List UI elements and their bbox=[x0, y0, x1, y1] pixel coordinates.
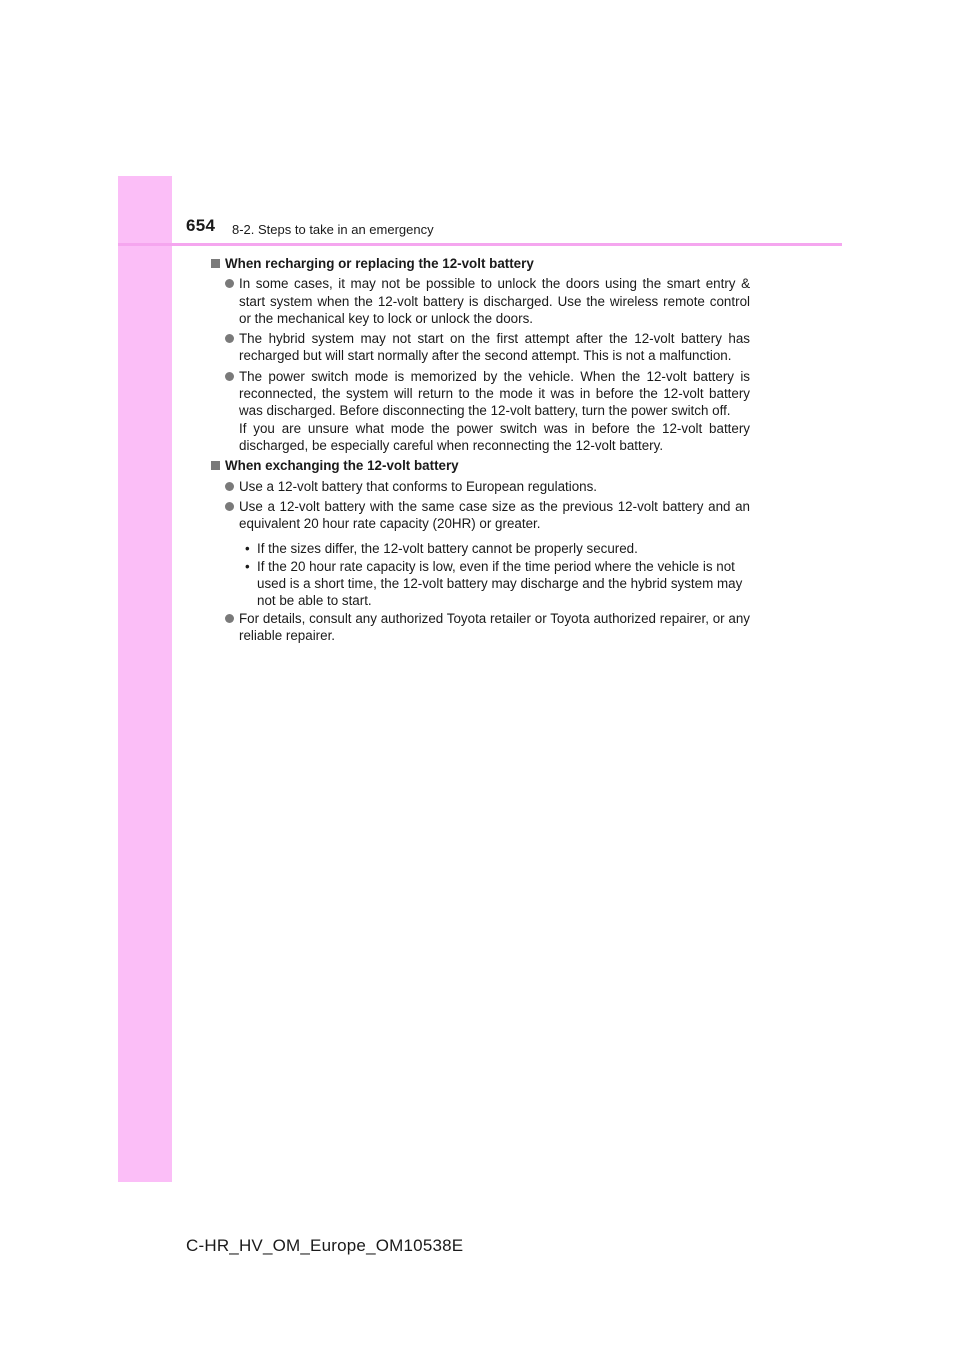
sub-list bbox=[239, 540, 750, 609]
header-divider bbox=[118, 243, 842, 246]
section-heading-text: When recharging or replacing the 12-volt battery bbox=[225, 256, 534, 271]
sub-list-item-text: If the 20 hour rate capacity is low, even if the time period where the vehicle is not used is a short time, the 12-volt battery may discharge and the hybrid system may not be able to start. bbox=[257, 558, 743, 609]
section-title: 8-2. Steps to take in an emergency bbox=[232, 222, 434, 237]
section-heading bbox=[210, 255, 750, 272]
circle-bullet-icon bbox=[225, 482, 234, 491]
paragraph: If you are unsure what mode the power switch was in before the 12-volt battery discharged, be especially careful when reconnecting the 12-volt battery. bbox=[239, 420, 750, 453]
paragraph: Use a 12-volt battery that conforms to European regulations. bbox=[239, 478, 598, 494]
list-item bbox=[210, 275, 750, 327]
square-bullet-icon bbox=[211, 461, 220, 470]
square-bullet-icon bbox=[211, 259, 220, 268]
sub-list-item bbox=[239, 558, 750, 610]
list-item bbox=[210, 368, 750, 454]
manual-code-footer: C-HR_HV_OM_Europe_OM10538E bbox=[186, 1236, 464, 1255]
list-item bbox=[210, 610, 750, 645]
chapter-sidebar-tab bbox=[118, 176, 172, 1182]
list-item bbox=[210, 498, 750, 533]
circle-bullet-icon bbox=[225, 372, 234, 381]
paragraph: Use a 12-volt battery with the same case size as the previous 12-volt battery and an equivalent 20 hour rate capacity (20HR) or greater. bbox=[239, 498, 750, 532]
paragraph: The hybrid system may not start on the first attempt after the 12-volt battery has recharged but will start normally after the second attempt. This is not a malfunction. bbox=[239, 331, 750, 364]
section-heading-text: When exchanging the 12-volt battery bbox=[225, 458, 459, 474]
circle-bullet-icon bbox=[225, 502, 234, 511]
circle-bullet-icon bbox=[225, 279, 234, 288]
sub-list-item bbox=[239, 540, 750, 557]
list-item bbox=[210, 330, 750, 365]
list-item bbox=[210, 478, 750, 495]
dot-bullet-icon: • bbox=[245, 558, 250, 574]
paragraph: In some cases, it may not be possible to unlock the doors using the smart entry & start system when the 12-volt battery is discharged. Use the wireless remote control or the mechanical key to lock or unlock the doors. bbox=[239, 276, 750, 326]
dot-bullet-icon: • bbox=[245, 541, 250, 557]
paragraph: The power switch mode is memorized by the vehicle. When the 12-volt battery is reconnected, the system will return to the mode it was in before the 12-volt battery was discharged. Before disconnecting the 12-volt battery, turn the power switch off. bbox=[239, 368, 750, 419]
paragraph: For details, consult any authorized Toyota retailer or Toyota authorized repairer, or any reliable repairer. bbox=[239, 610, 750, 643]
page-content bbox=[210, 255, 750, 647]
circle-bullet-icon bbox=[225, 614, 234, 623]
page-number: 654 bbox=[186, 216, 216, 235]
circle-bullet-icon bbox=[225, 334, 234, 343]
sub-list-item-text: If the sizes differ, the 12-volt battery cannot be properly secured. bbox=[257, 541, 638, 557]
section-heading bbox=[210, 457, 750, 474]
